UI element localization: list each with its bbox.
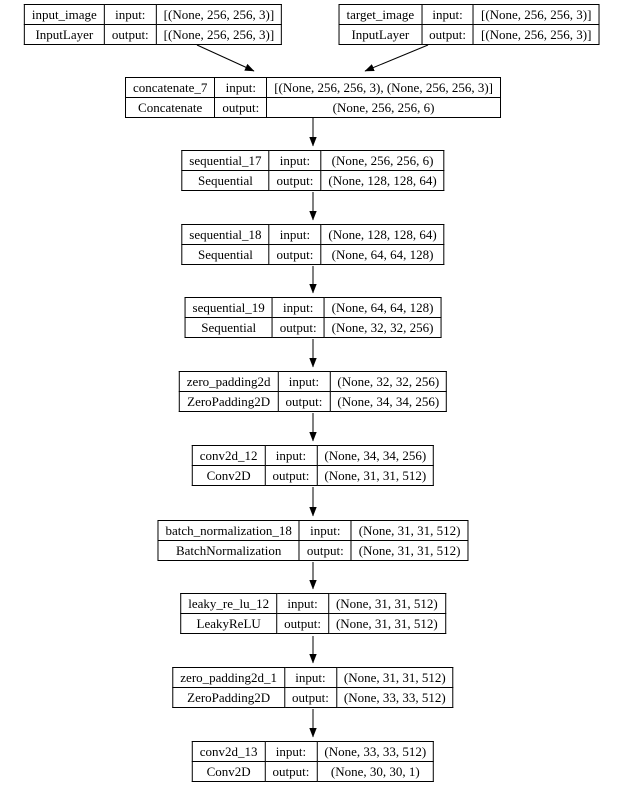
layer-type-cell: LeakyReLU <box>181 614 277 634</box>
output-shape-cell: (None, 31, 31, 512) <box>328 614 445 634</box>
layer-name-cell: batch_normalization_18 <box>158 521 299 541</box>
output-shape-cell: (None, 34, 34, 256) <box>330 392 447 412</box>
io-label-cell: input: <box>272 298 324 318</box>
input-shape-cell: (None, 32, 32, 256) <box>330 372 447 392</box>
layer-node-conv2d-13 <box>192 741 434 782</box>
layer-name-cell: zero_padding2d <box>179 372 278 392</box>
io-label-cell: output: <box>272 318 324 338</box>
io-label-cell: input: <box>278 372 330 392</box>
input-shape-cell: (None, 33, 33, 512) <box>317 742 434 762</box>
layer-node-concatenate-7 <box>125 77 501 118</box>
edge-target-image-to-concatenate-arrow <box>365 45 428 71</box>
layer-name-cell: sequential_19 <box>185 298 272 318</box>
edge-input-image-to-concatenate-arrow <box>197 45 254 71</box>
output-shape-cell: (None, 64, 64, 128) <box>321 245 444 265</box>
io-label-cell: input: <box>104 5 156 25</box>
layer-type-cell: BatchNormalization <box>158 541 299 561</box>
layer-type-cell: Sequential <box>185 318 272 338</box>
layer-type-cell: Conv2D <box>192 466 265 486</box>
layer-node-conv2d-12 <box>192 445 434 486</box>
layer-node-leaky-re-lu-12 <box>180 593 446 634</box>
io-label-cell: input: <box>215 78 267 98</box>
layer-node-sequential-18 <box>181 224 444 265</box>
layer-type-cell: ZeroPadding2D <box>179 392 278 412</box>
input-shape-cell: [(None, 256, 256, 3), (None, 256, 256, 3)] <box>267 78 501 98</box>
input-shape-cell: (None, 256, 256, 6) <box>321 151 444 171</box>
output-shape-cell: [(None, 256, 256, 3)] <box>156 25 281 45</box>
layer-name-cell: zero_padding2d_1 <box>173 668 285 688</box>
io-label-cell: output: <box>299 541 351 561</box>
input-shape-cell: (None, 128, 128, 64) <box>321 225 444 245</box>
io-label-cell: output: <box>269 171 321 191</box>
layer-node-input-image <box>24 4 282 45</box>
io-label-cell: input: <box>285 668 337 688</box>
io-label-cell: output: <box>265 466 317 486</box>
io-label-cell: input: <box>422 5 474 25</box>
input-shape-cell: [(None, 256, 256, 3)] <box>473 5 598 25</box>
io-label-cell: input: <box>277 594 329 614</box>
io-label-cell: output: <box>277 614 329 634</box>
io-label-cell: input: <box>265 742 317 762</box>
input-shape-cell: [(None, 256, 256, 3)] <box>156 5 281 25</box>
io-label-cell: input: <box>265 446 317 466</box>
output-shape-cell: (None, 30, 30, 1) <box>317 762 434 782</box>
io-label-cell: input: <box>269 151 321 171</box>
output-shape-cell: [(None, 256, 256, 3)] <box>473 25 598 45</box>
layer-type-cell: InputLayer <box>339 25 422 45</box>
layer-name-cell: sequential_17 <box>182 151 269 171</box>
input-shape-cell: (None, 31, 31, 512) <box>336 668 453 688</box>
layer-type-cell: Conv2D <box>192 762 265 782</box>
layer-name-cell: leaky_re_lu_12 <box>181 594 277 614</box>
layer-type-cell: Sequential <box>182 245 269 265</box>
output-shape-cell: (None, 256, 256, 6) <box>267 98 501 118</box>
output-shape-cell: (None, 31, 31, 512) <box>317 466 434 486</box>
input-shape-cell: (None, 64, 64, 128) <box>324 298 441 318</box>
layer-node-zero-padding2d <box>179 371 447 412</box>
layer-node-target-image <box>339 4 600 45</box>
io-label-cell: output: <box>269 245 321 265</box>
layer-name-cell: input_image <box>24 5 104 25</box>
output-shape-cell: (None, 32, 32, 256) <box>324 318 441 338</box>
layer-node-sequential-17 <box>181 150 444 191</box>
layer-type-cell: InputLayer <box>24 25 104 45</box>
io-label-cell: output: <box>285 688 337 708</box>
layer-node-batch-normalization-18 <box>157 520 468 561</box>
input-shape-cell: (None, 31, 31, 512) <box>328 594 445 614</box>
input-shape-cell: (None, 31, 31, 512) <box>351 521 468 541</box>
layer-name-cell: concatenate_7 <box>126 78 215 98</box>
layer-type-cell: Concatenate <box>126 98 215 118</box>
io-label-cell: output: <box>104 25 156 45</box>
layer-name-cell: sequential_18 <box>182 225 269 245</box>
layer-node-zero-padding2d-1 <box>172 667 453 708</box>
output-shape-cell: (None, 128, 128, 64) <box>321 171 444 191</box>
layer-name-cell: conv2d_13 <box>192 742 265 762</box>
input-shape-cell: (None, 34, 34, 256) <box>317 446 434 466</box>
io-label-cell: output: <box>265 762 317 782</box>
output-shape-cell: (None, 31, 31, 512) <box>351 541 468 561</box>
io-label-cell: output: <box>422 25 474 45</box>
io-label-cell: input: <box>299 521 351 541</box>
layer-type-cell: ZeroPadding2D <box>173 688 285 708</box>
io-label-cell: input: <box>269 225 321 245</box>
io-label-cell: output: <box>215 98 267 118</box>
output-shape-cell: (None, 33, 33, 512) <box>336 688 453 708</box>
layer-name-cell: target_image <box>339 5 422 25</box>
io-label-cell: output: <box>278 392 330 412</box>
layer-type-cell: Sequential <box>182 171 269 191</box>
layer-name-cell: conv2d_12 <box>192 446 265 466</box>
layer-node-sequential-19 <box>185 297 442 338</box>
